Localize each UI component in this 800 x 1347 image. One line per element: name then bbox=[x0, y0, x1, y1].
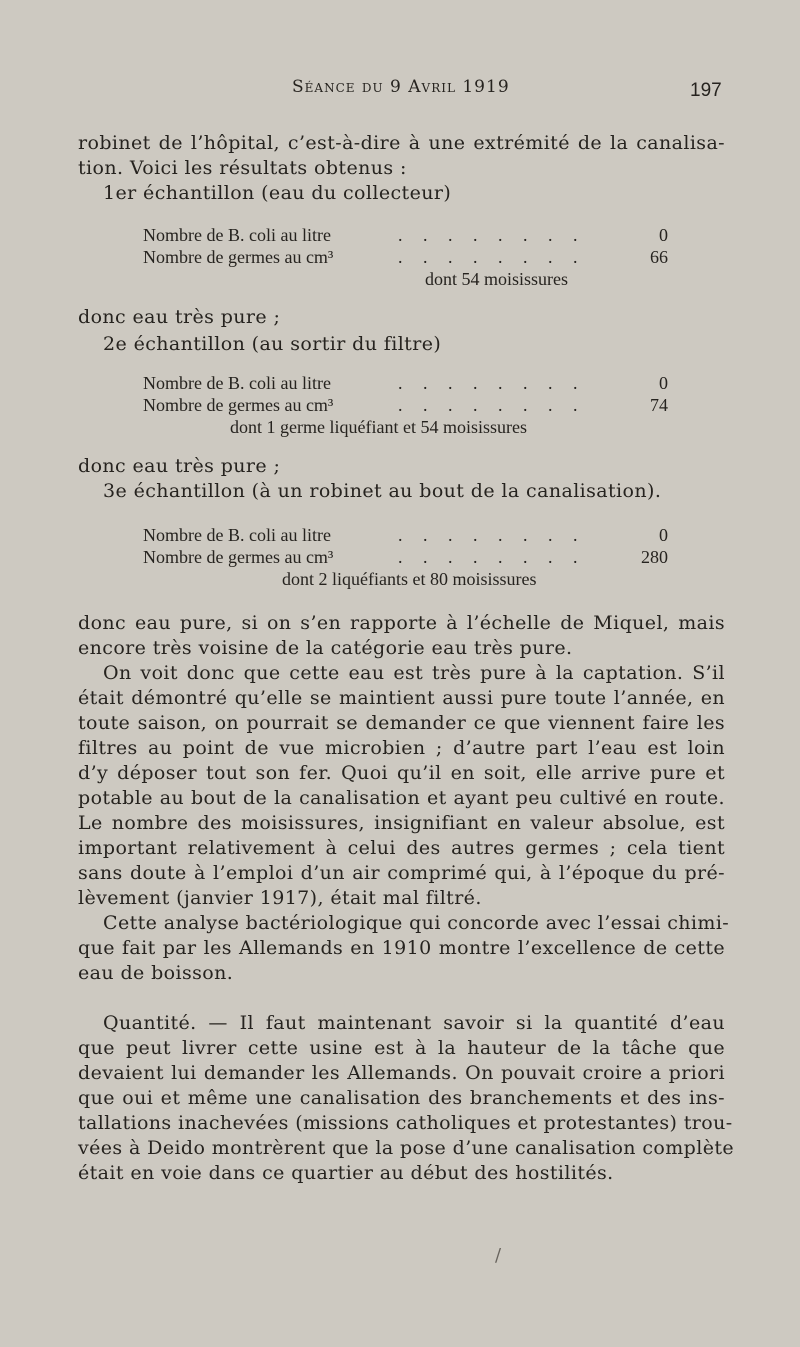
text-line: que peut livrer cette usine est à la hauteur de la tâche que bbox=[78, 1037, 725, 1059]
text-line: Cette analyse bactériologique qui concorde avec l’essai chimi- bbox=[103, 912, 730, 934]
text-line: donc eau très pure ; bbox=[78, 306, 281, 328]
text-line: important relativement à celui des autres germes ; cela tient bbox=[78, 837, 725, 859]
text-line: tallations inachevées (missions catholiques et protestantes) trou- bbox=[78, 1112, 733, 1134]
table-label: Nombre de germes au cm³ bbox=[143, 547, 334, 567]
sample-heading: 3e échantillon (à un robinet au bout de la canalisation). bbox=[103, 480, 662, 502]
table-value: 0 bbox=[659, 373, 668, 393]
table-value: 66 bbox=[650, 247, 668, 267]
table-note: dont 1 germe liquéfiant et 54 moisissures bbox=[230, 417, 527, 437]
text-line: toute saison, on pourrait se demander ce que viennent faire les bbox=[78, 712, 725, 734]
text-line: sans doute à l’emploi d’un air comprimé qui, à l’époque du pré- bbox=[78, 862, 725, 884]
sample-heading: 1er échantillon (eau du collecteur) bbox=[103, 182, 452, 204]
text-line: que oui et même une canalisation des branchements et des ins- bbox=[78, 1087, 725, 1109]
text-line: était démontré qu’elle se maintient aussi pure toute l’année, en bbox=[78, 687, 725, 709]
table-label: Nombre de B. coli au litre bbox=[143, 225, 331, 245]
leader-dots: . . . . . . . . bbox=[398, 547, 586, 567]
table-label: Nombre de B. coli au litre bbox=[143, 373, 331, 393]
text-line: On voit donc que cette eau est très pure à la captation. S’il bbox=[103, 662, 725, 684]
text-line: d’y déposer tout son fer. Quoi qu’il en soit, elle arrive pure et bbox=[78, 762, 725, 784]
leader-dots: . . . . . . . . bbox=[398, 373, 586, 393]
table-note: dont 2 liquéfiants et 80 moisissures bbox=[282, 569, 537, 589]
text-line: robinet de l’hôpital, c’est-à-dire à une extrémité de la canalisa- bbox=[78, 132, 725, 154]
pencil-mark-icon: / bbox=[495, 1245, 502, 1266]
leader-dots: . . . . . . . . bbox=[398, 247, 586, 267]
table-note: dont 54 moisissures bbox=[425, 269, 569, 289]
leader-dots: . . . . . . . . bbox=[398, 525, 586, 545]
leader-dots: . . . . . . . . bbox=[398, 225, 586, 245]
text-line: filtres au point de vue microbien ; d’autre part l’eau est loin bbox=[78, 737, 725, 759]
page-number: 197 bbox=[690, 80, 722, 101]
table-value: 280 bbox=[641, 547, 668, 567]
running-header: Séance du 9 Avril 1919 bbox=[292, 77, 510, 97]
table-label: Nombre de germes au cm³ bbox=[143, 395, 334, 415]
table-value: 0 bbox=[659, 225, 668, 245]
table-label: Nombre de B. coli au litre bbox=[143, 525, 331, 545]
text-line: tion. Voici les résultats obtenus : bbox=[78, 157, 407, 179]
table-label: Nombre de germes au cm³ bbox=[143, 247, 334, 267]
text-line: encore très voisine de la catégorie eau très pure. bbox=[78, 637, 573, 659]
table-value: 0 bbox=[659, 525, 668, 545]
text-line: eau de boisson. bbox=[78, 962, 234, 984]
text-line: devaient lui demander les Allemands. On pouvait croire a priori bbox=[78, 1062, 725, 1084]
text-line: que fait par les Allemands en 1910 montre l’excellence de cette bbox=[78, 937, 725, 959]
sample-heading: 2e échantillon (au sortir du filtre) bbox=[103, 333, 442, 355]
text-line: donc eau pure, si on s’en rapporte à l’échelle de Miquel, mais bbox=[78, 612, 725, 634]
text-line: était en voie dans ce quartier au début des hostilités. bbox=[78, 1162, 614, 1184]
text-line: vées à Deido montrèrent que la pose d’une canalisation complète bbox=[78, 1137, 735, 1159]
text-line: lèvement (janvier 1917), était mal filtré. bbox=[78, 887, 482, 909]
text-line: Le nombre des moisissures, insignifiant en valeur absolue, est bbox=[78, 812, 725, 834]
text-line: donc eau très pure ; bbox=[78, 455, 281, 477]
section-heading-line: Quantité. — Il faut maintenant savoir si la quantité d’eau bbox=[103, 1012, 725, 1034]
table-value: 74 bbox=[650, 395, 668, 415]
text-line: potable au bout de la canalisation et ayant peu cultivé en route. bbox=[78, 787, 725, 809]
leader-dots: . . . . . . . . bbox=[398, 395, 586, 415]
